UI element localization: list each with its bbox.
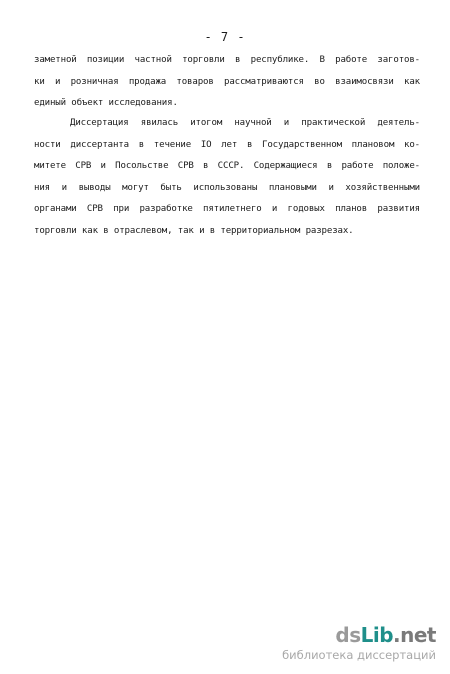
text-line: Диссертация явилась итогом научной и практической деятель-: [70, 118, 420, 128]
text-line: органами СРВ при разработке пятилетнего и годовых планов развития: [34, 204, 420, 215]
paragraph-2: [34, 113, 420, 243]
watermark-logo-ds: ds: [335, 623, 361, 647]
text-line: единый объект исследования.: [34, 98, 178, 109]
text-line: митете СРВ и Посольстве СРВ в СССР. Содержащиеся в работе положе-: [34, 161, 420, 172]
watermark-logo: [282, 624, 436, 646]
text-line: заметной позиции частной торговли в республике. В работе заготов-: [34, 55, 420, 65]
text-line: торговли как в отраслевом, так и в территориальном разрезах.: [34, 225, 354, 236]
text-line: ния и выводы могут быть использованы плановыми и хозяйственными: [34, 182, 420, 193]
watermark-subtitle: библиотека диссертаций: [282, 648, 436, 662]
text-line: ности диссертанта в течение IO лет в Государственном плановом ко-: [34, 139, 420, 150]
paragraph-1: [34, 50, 420, 115]
watermark-logo-net: .net: [393, 623, 436, 647]
text-line: ки и розничная продажа товаров рассматриваются во взаимосвязи как: [34, 76, 420, 87]
watermark: [282, 624, 436, 662]
watermark-logo-lib: Lib: [360, 623, 394, 647]
page-number: - 7 -: [204, 30, 246, 44]
